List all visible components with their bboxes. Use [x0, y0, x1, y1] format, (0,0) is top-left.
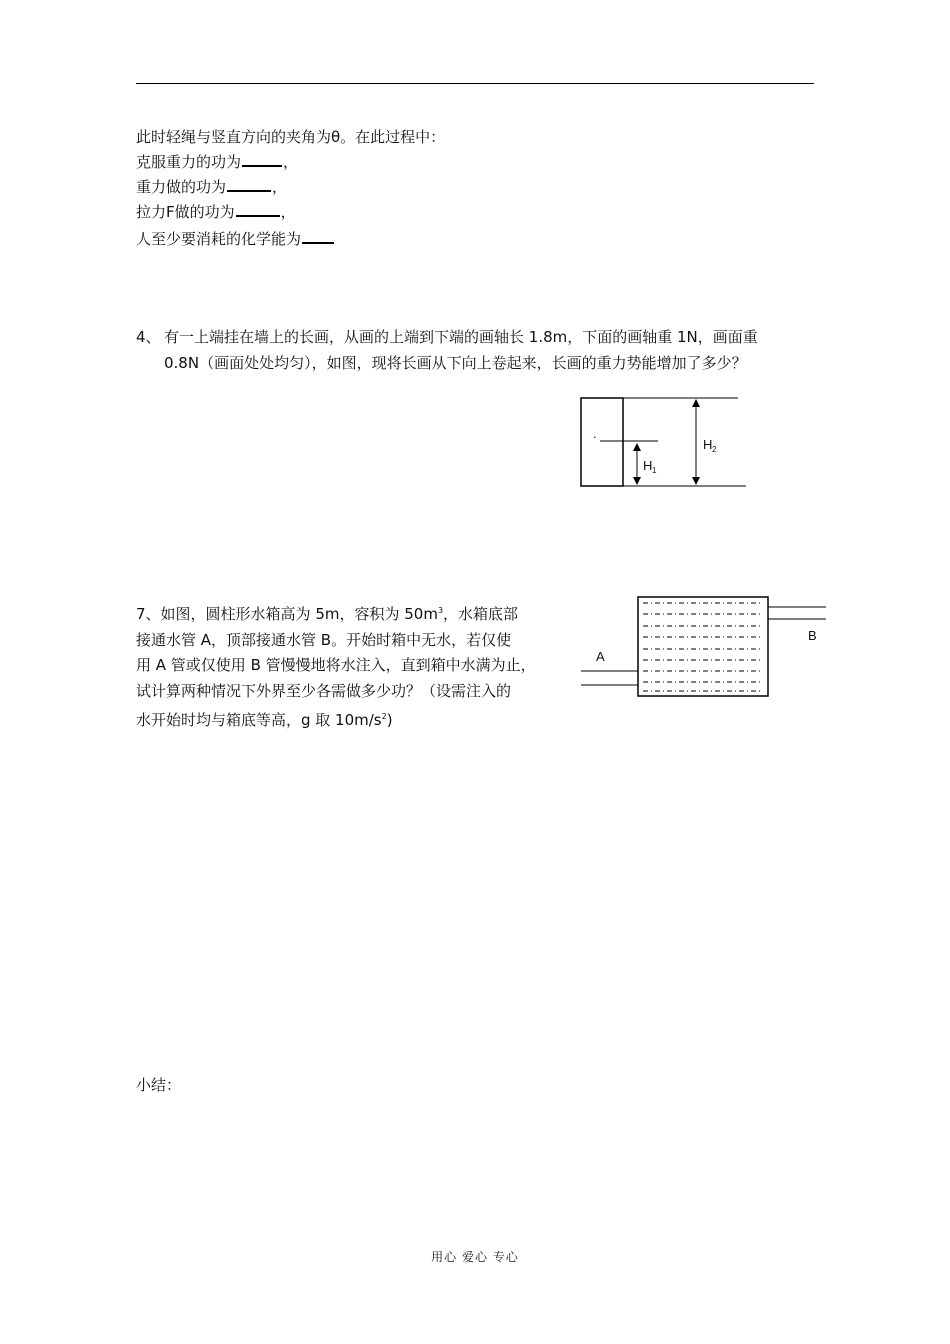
q3-item-1-label: 克服重力的功为 — [136, 153, 242, 171]
q7-line-5-b: ) — [386, 711, 393, 729]
scroll-outline — [581, 398, 623, 486]
q7-line-5-sup: 2 — [381, 712, 387, 721]
q3-item-4 — [136, 228, 335, 249]
tank-outline — [638, 597, 768, 696]
q7-line-4: 试计算两种情况下外界至少各需做多少功？（设需注入的 — [136, 681, 512, 700]
h2-arrowhead-down — [692, 477, 700, 485]
q7-line-2: 接通水管 A，顶部接通水管 B。开始时箱中无水，若仅使 — [136, 630, 512, 649]
header-rule — [136, 83, 814, 84]
h1-arrowhead-down — [633, 477, 641, 485]
answer-blank-4[interactable] — [302, 228, 334, 244]
h1-arrowhead-up — [633, 443, 641, 451]
summary-label: 小结： — [136, 1076, 182, 1094]
q3-intro: 此时轻绳与竖直方向的夹角为θ。在此过程中： — [136, 128, 446, 146]
q7-line-1-sup: 3 — [437, 606, 444, 615]
q4-number: 4、 — [136, 328, 161, 346]
q3-item-3-tail: ， — [280, 203, 296, 221]
water-lines — [643, 603, 762, 691]
q7-line-5 — [136, 704, 566, 734]
q4-line-2: 0.8N（画面处处均匀），如图，现将长画从下向上卷起来，长画的重力势能增加了多少？ — [164, 354, 747, 372]
q7-line-1-b: ，水箱底部 — [443, 605, 519, 623]
q3-item-1-tail: ， — [283, 153, 299, 171]
answer-blank-2[interactable] — [227, 176, 271, 192]
q3-item-2 — [136, 176, 287, 197]
q7-line-5-a: 水开始时均与箱底等高，g 取 10m/s — [136, 711, 382, 729]
answer-blank-1[interactable] — [242, 151, 282, 167]
h2-subscript: 2 — [712, 445, 717, 454]
question-7 — [136, 598, 566, 734]
pipe-b-label: B — [808, 628, 817, 643]
h1-label: H — [643, 458, 653, 473]
q3-item-3 — [136, 201, 296, 222]
q7-line-1-a: 7、如图，圆柱形水箱高为 5m，容积为 50m — [136, 605, 438, 623]
q7-line-1 — [136, 598, 566, 628]
q3-item-1 — [136, 151, 298, 172]
q4-line-1: 有一上端挂在墙上的长画，从画的上端到下端的画轴长 1.8m，下面的画轴重 1N，画面重 — [164, 328, 758, 346]
question-4 — [136, 324, 826, 376]
h2-label: H — [703, 437, 713, 452]
q3-item-3-label: 拉力F做的功为 — [136, 203, 235, 221]
page-footer: 用心 爱心 专心 — [431, 1250, 519, 1264]
h2-arrowhead-up — [692, 399, 700, 407]
center-dot: . — [593, 426, 597, 441]
q7-line-3: 用 A 管或仅使用 B 管慢慢地将水注入，直到箱中水满为止， — [136, 656, 536, 674]
q3-item-4-label: 人至少要消耗的化学能为 — [136, 230, 302, 248]
q3-item-2-tail: ， — [272, 178, 288, 196]
q3-item-2-label: 重力做的功为 — [136, 178, 227, 196]
h1-subscript: 1 — [652, 466, 657, 475]
answer-blank-3[interactable] — [236, 201, 280, 217]
pipe-a-label: A — [596, 649, 605, 664]
